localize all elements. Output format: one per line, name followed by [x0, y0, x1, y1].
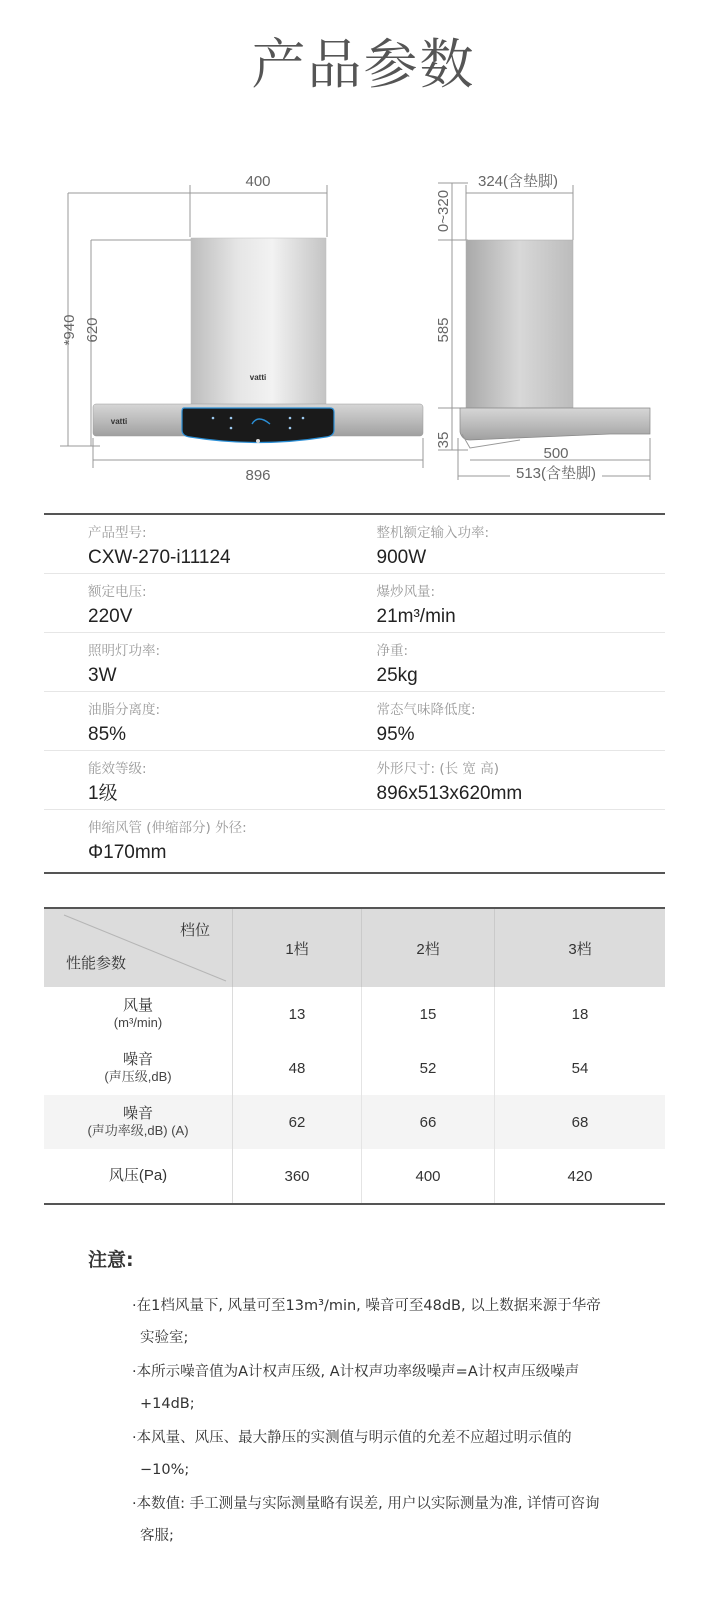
param-name: 噪音: [122, 1105, 153, 1122]
spec-value: CXW-270-i11124: [88, 547, 231, 568]
side-view: [435, 173, 650, 482]
value-cell: 15: [362, 987, 495, 1041]
note-item: ·本数值: 手工测量与实际测量略有误差, 用户以实际测量为准, 详情可咨询客服;: [132, 1496, 600, 1544]
param-name: 风压(Pa): [108, 1167, 168, 1184]
spec-value: 220V: [88, 606, 133, 627]
dim-side-panel: 35: [435, 431, 452, 449]
param-unit: (声功率级,dB) (A): [87, 1123, 189, 1138]
table-row: [44, 1149, 665, 1203]
column-header: 1档: [233, 909, 362, 987]
param-unit: (m³/min): [113, 1015, 163, 1030]
param-unit: (声压级,dB): [104, 1069, 172, 1084]
table-row: [44, 1041, 665, 1095]
param-name: 噪音: [122, 1051, 153, 1068]
dim-top-width: 400: [245, 173, 271, 190]
spec-value: Φ170mm: [88, 842, 167, 863]
value-cell: 360: [233, 1149, 362, 1203]
param-cell: [44, 1041, 233, 1095]
param-cell: [44, 1095, 233, 1149]
spec-row: [44, 515, 665, 574]
table-row: [44, 1095, 665, 1149]
column-header: 3档: [568, 940, 592, 958]
spec-row: [44, 810, 665, 872]
spec-row: [44, 633, 665, 692]
spec-cell: [44, 810, 665, 872]
spec-value: 900W: [376, 547, 427, 568]
dim-side-depth: 500: [543, 445, 569, 462]
product-dimension-diagram: [0, 0, 727, 500]
spec-label: 整机额定输入功率:: [376, 525, 490, 541]
performance-header: [44, 909, 665, 987]
spec-label: 油脂分离度:: [88, 702, 161, 718]
spec-table: [44, 513, 665, 874]
note-item: ·本所示噪音值为A计权声压级, A计权声功率级噪声=A计权声压级噪声+14dB;: [132, 1364, 580, 1412]
spec-value: 1级: [88, 783, 118, 804]
param-cell: [44, 1149, 233, 1203]
spec-cell: [44, 751, 355, 809]
performance-table: [44, 907, 665, 1205]
spec-cell: [44, 574, 355, 632]
param-cell: [44, 987, 233, 1041]
spec-cell: [355, 692, 666, 750]
spec-value: 85%: [88, 724, 127, 745]
spec-label: 产品型号:: [88, 525, 147, 541]
corner-param-label: 性能参数: [66, 955, 127, 972]
value-cell: 13: [233, 987, 362, 1041]
spec-cell: [355, 515, 666, 573]
spec-cell: [355, 751, 666, 809]
dim-side-adjust: 0~320: [435, 189, 452, 233]
spec-label: 额定电压:: [88, 584, 147, 600]
corner-gear-label: 档位: [179, 922, 210, 939]
spec-value: 95%: [376, 724, 415, 745]
note-item: ·在1档风量下, 风量可至13m³/min, 噪音可至48dB, 以上数据来源于华帝实验室;: [132, 1298, 601, 1346]
column-header: 2档: [362, 909, 495, 987]
dim-side-top: 324(含垫脚): [477, 173, 559, 190]
spec-value: 21m³/min: [376, 606, 456, 627]
value-cell: 62: [233, 1095, 362, 1149]
value-cell: 52: [362, 1041, 495, 1095]
spec-label: 伸缩风管 (伸缩部分) 外径:: [88, 820, 247, 836]
front-view: [60, 173, 423, 484]
spec-label: 照明灯功率:: [88, 643, 161, 659]
corner-header-cell: [44, 909, 233, 987]
chimney: [191, 238, 326, 408]
value-cell: 68: [571, 1113, 589, 1131]
spec-value: 25kg: [376, 665, 418, 686]
spec-cell: [44, 692, 355, 750]
value-cell: 48: [233, 1041, 362, 1095]
spec-cell: [355, 574, 666, 632]
table-row: [44, 987, 665, 1041]
value-cell: 66: [362, 1095, 495, 1149]
spec-cell: [44, 515, 355, 573]
spec-value: 896x513x620mm: [376, 783, 523, 804]
spec-label: 能效等级:: [88, 761, 147, 777]
spec-row: [44, 692, 665, 751]
spec-label: 爆炒风量:: [376, 584, 436, 600]
dim-total-height: *940: [61, 314, 78, 346]
notes-title: 注意:: [88, 1249, 134, 1271]
value-cell: 400: [362, 1149, 495, 1203]
value-cell: 54: [571, 1059, 589, 1077]
spec-label: 常态气味降低度:: [376, 702, 476, 718]
side-hood: [460, 408, 650, 440]
spec-label: 净重:: [376, 643, 409, 659]
spec-label: 外形尺寸: (长 宽 高): [376, 761, 499, 777]
chimney-brand-logo: vatti: [249, 373, 267, 382]
spec-row: [44, 751, 665, 810]
dim-side-body: 585: [435, 317, 452, 343]
spec-row: [44, 574, 665, 633]
dim-body-height: 620: [84, 317, 101, 343]
page-title: 产品参数: [251, 33, 476, 96]
dim-side-depth-feet: 513(含垫脚): [515, 465, 597, 482]
notes-list: [132, 1290, 612, 1554]
note-item: ·本风量、风压、最大静压的实测值与明示值的允差不应超过明示值的−10%;: [132, 1430, 572, 1478]
side-chimney: [466, 240, 573, 408]
spec-value: 3W: [88, 665, 117, 686]
param-name: 风量: [122, 997, 153, 1014]
control-glass: [182, 408, 334, 443]
dim-bottom-width: 896: [245, 467, 271, 484]
spec-cell: [355, 633, 666, 691]
value-cell: 18: [571, 1005, 589, 1023]
hood-brand-logo: vatti: [110, 417, 128, 426]
spec-cell: [44, 633, 355, 691]
value-cell: 420: [567, 1167, 593, 1185]
